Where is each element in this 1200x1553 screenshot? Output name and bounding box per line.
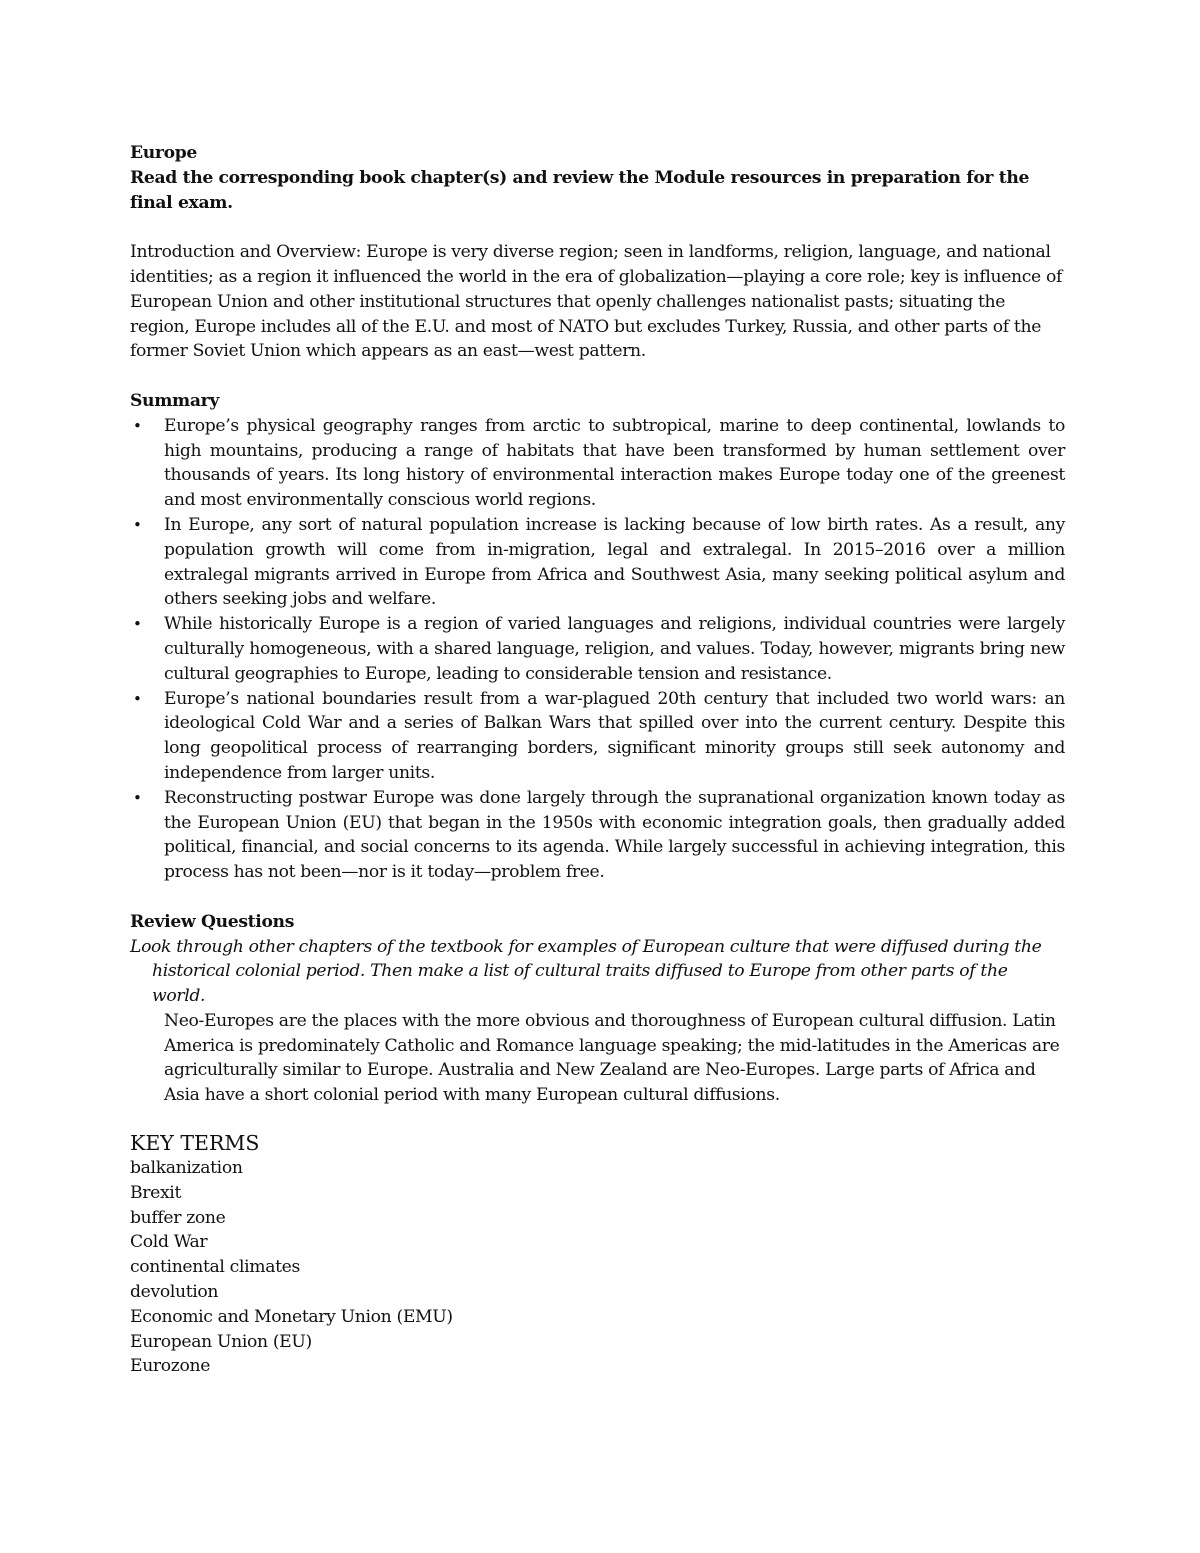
key-term: Economic and Monetary Union (EMU) [130, 1306, 453, 1327]
key-terms-heading: KEY TERMS [130, 1131, 260, 1156]
review-question: Look through other chapters of the textbook for examples of European culture that were diffused during the historical colonial period. Then make a list of cultural traits diffused to Europe from other parts of the world. [130, 936, 1042, 1007]
key-term: Cold War [130, 1232, 208, 1253]
summary-item [130, 786, 1065, 885]
document-body [130, 141, 1065, 1379]
bullet-icon: • [133, 515, 142, 534]
review-answer: Neo-Europes are the places with the more obvious and thoroughness of European cultural diffusion. Latin America is predominately Catholic and Romance language speaking; the mid-latitudes in the Americas are agriculturally similar to Europe. Australia and New Zealand are Neo-Europes. Large parts of Africa and Asia have a short colonial period with many European cultural diffusions. [164, 1010, 1060, 1106]
key-term: buffer zone [130, 1207, 226, 1228]
bullet-icon: • [133, 615, 142, 634]
key-term: Brexit [130, 1182, 182, 1203]
introduction-paragraph: Introduction and Overview: Europe is very diverse region; seen in landforms, religion, language, and national identities; as a region it influenced the world in the era of globalization—playing a core role; key is influence of European Union and other institutional structures that openly challenges nationalist pasts; situating the region, Europe includes all of the E.U. and most of NATO but excludes Turkey, Russia, and other parts of the former Soviet Union which appears as an east—west pattern. [130, 242, 1062, 362]
summary-item-text: Europe’s national boundaries result from a war-plagued 20th century that included two world wars: an ideological Cold War and a series of Balkan Wars that spilled over into the current century. Despite this long geopolitical process of rearranging borders, significant minority groups still seek autonomy and independence from larger units. [164, 688, 1065, 783]
bullet-icon: • [133, 416, 142, 435]
bullet-icon: • [133, 689, 142, 708]
summary-item-text: While historically Europe is a region of varied languages and religions, individual countries were largely culturally homogeneous, with a shared language, religion, and values. Today, however, migrants bring new cultural geographies to Europe, leading to considerable tension and resistance. [164, 614, 1065, 684]
key-term: balkanization [130, 1158, 243, 1179]
summary-item [130, 612, 1065, 686]
key-term: Eurozone [130, 1356, 211, 1377]
key-term: continental climates [130, 1257, 300, 1278]
key-term: devolution [130, 1282, 219, 1303]
summary-item-text: Reconstructing postwar Europe was done largely through the supranational organization known today as the European Union (EU) that began in the 1950s with economic integration goals, then gradually added political, financial, and social concerns to its agenda. While largely successful in achieving integration, this process has not been—nor is it today—problem free. [164, 787, 1065, 883]
summary-heading: Summary [130, 390, 220, 411]
summary-list [130, 414, 1065, 885]
summary-item-text: Europe’s physical geography ranges from arctic to subtropical, marine to deep continental, lowlands to high mountains, producing a range of habitats that have been transformed by human settlement over thousands of years. Its long history of environmental interaction makes Europe today one of the greenest and most environmentally conscious world regions. [164, 415, 1065, 511]
summary-item [130, 687, 1065, 786]
review-questions-heading: Review Questions [130, 911, 295, 932]
summary-item-text: In Europe, any sort of natural population increase is lacking because of low birth rates. As a result, any population growth will come from in-migration, legal and extralegal. In 2015–2016 over a million extralegal migrants arrived in Europe from Africa and Southwest Asia, many seeking political asylum and others seeking jobs and welfare. [164, 514, 1065, 610]
bullet-icon: • [133, 788, 142, 807]
summary-item [130, 414, 1065, 513]
document-subtitle: Read the corresponding book chapter(s) and review the Module resources in preparation for the final exam. [130, 167, 1030, 213]
document-title: Europe [130, 143, 197, 163]
key-terms-list [130, 1156, 1065, 1379]
key-term: European Union (EU) [130, 1331, 312, 1352]
summary-item [130, 513, 1065, 612]
